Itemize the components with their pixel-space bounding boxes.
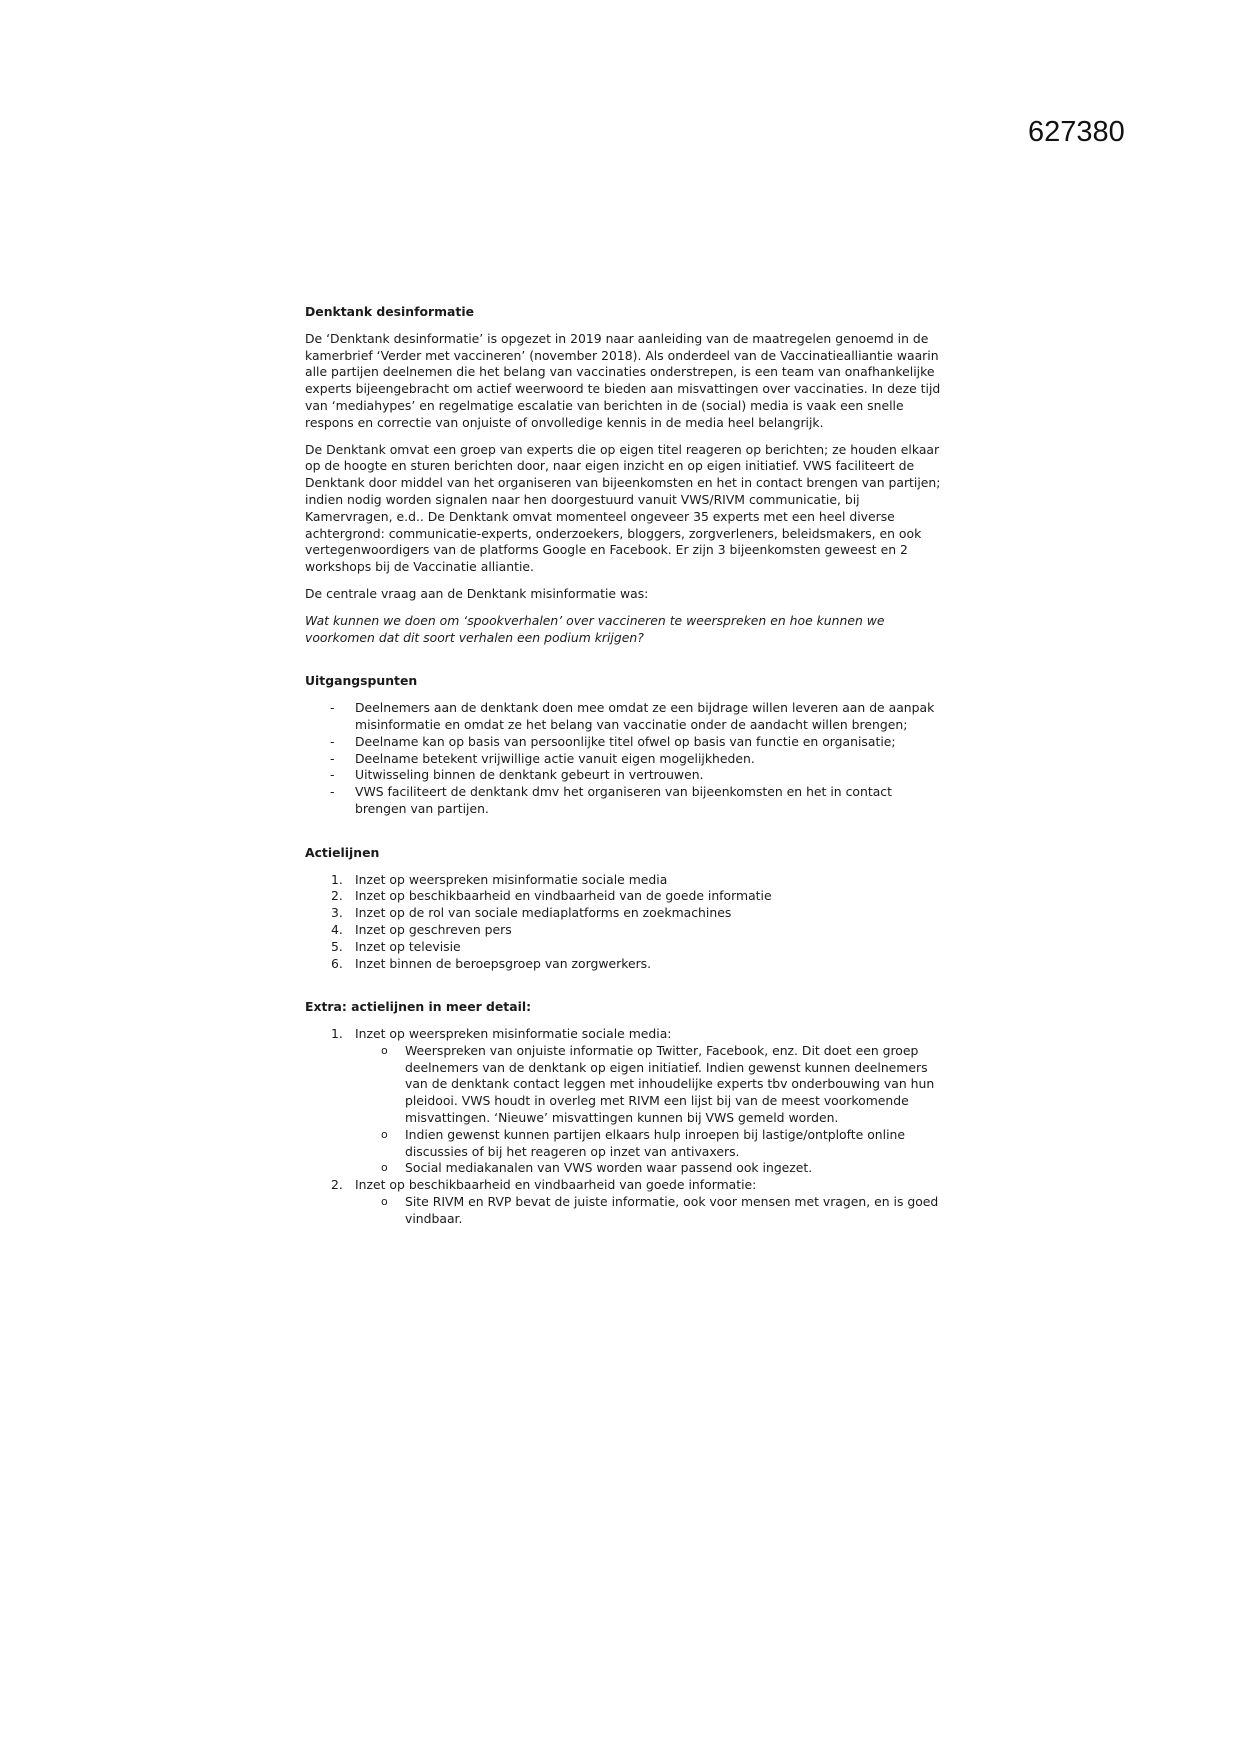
list-item-text: Uitwisseling binnen de denktank gebeurt in vertrouwen. — [355, 767, 704, 783]
list-item — [305, 888, 945, 905]
list-item — [305, 751, 945, 768]
dash-bullet: - — [330, 784, 335, 800]
list-item-text: Deelname kan op basis van persoonlijke titel ofwel op basis van functie en organisatie; — [355, 733, 896, 749]
list-item-text: Deelnemers aan de denktank doen mee omdat ze een bijdrage willen leveren aan de aanpak misinformatie en omdat ze het belang van vaccinatie onder de aandacht willen brengen; — [355, 700, 935, 732]
item-number: 5. — [331, 938, 343, 954]
list-item — [305, 1026, 945, 1177]
item-number: 3. — [331, 905, 343, 921]
dash-bullet: - — [330, 767, 335, 783]
sub-list — [355, 1194, 945, 1228]
list-item — [305, 767, 945, 784]
sub-item-text: Weerspreken van onjuiste informatie op Twitter, Facebook, enz. Dit doet een groep deelnemers van de denktank op eigen initiatief. Indien gewenst kunnen deelnemers van de denktank contact leggen met inhoudelijke experts tbv onderbouwing van hun pleidooi. VWS houdt in overleg met RIVM een lijst bij van de meest voorkomende misvattingen. ‘Nieuwe’ misvattingen kunnen bij VWS gemeld worden. — [405, 1042, 935, 1126]
list-item — [305, 905, 945, 922]
intro-paragraph-1: De ‘Denktank desinformatie’ is opgezet in 2019 naar aanleiding van de maatregelen genoemd in de kamerbrief ‘Verder met vaccineren’ (november 2018). Als onderdeel van de Vaccinatiealliantie waarin alle partijen deelnemen die het belang van vaccinaties onderstrepen, is een team van onafhankelijke experts bijeengebracht om actief weerwoord te bieden aan misvattingen over vaccinaties. In deze tijd van ‘mediahypes’ en regelmatige escalatie van berichten in de (social) media is vaak een snelle respons en correctie van onjuiste of onvolledige kennis in de media heel belangrijk. — [305, 330, 941, 430]
section-heading-extra: Extra: actielijnen in meer detail: — [305, 999, 532, 1015]
sub-list-item — [355, 1127, 945, 1161]
sub-item-text: Social mediakanalen van VWS worden waar passend ook ingezet. — [405, 1160, 813, 1176]
circle-bullet: o — [381, 1161, 388, 1175]
list-item — [305, 922, 945, 939]
list-item-text: Inzet op televisie — [355, 938, 461, 954]
list-item-text: VWS faciliteert de denktank dmv het organiseren van bijeenkomsten en het in contact brengen van partijen. — [355, 784, 892, 816]
list-item-text: Inzet op geschreven pers — [355, 921, 512, 937]
sub-list — [355, 1043, 945, 1177]
item-number: 1. — [331, 871, 343, 887]
intro-paragraph-2: De Denktank omvat een groep van experts die op eigen titel reageren op berichten; ze houden elkaar op de hoogte en sturen berichten door, naar eigen inzicht en op eigen initiatief. VWS faciliteert de Denktank door middel van het organiseren van bijeenkomsten en het in contact brengen van partijen; indien nodig worden signalen naar hen doorgestuurd vanuit VWS/RIVM communicatie, bij Kamervragen, e.d.. De Denktank omvat momenteel ongeveer 35 experts met een heel diverse achtergrond: communicatie-experts, onderzoekers, bloggers, zorgverleners, beleidsmakers, en ook vertegenwoordigers van de platforms Google en Facebook. Er zijn 3 bijeenkomsten geweest en 2 workshops bij de Vaccinatie alliantie. — [305, 441, 941, 575]
circle-bullet: o — [381, 1043, 388, 1057]
list-item-text: Inzet op weerspreken misinformatie sociale media — [355, 871, 668, 887]
item-number: 6. — [331, 955, 343, 971]
list-item-text: Inzet op de rol van sociale mediaplatforms en zoekmachines — [355, 905, 732, 921]
item-number: 1. — [331, 1026, 343, 1042]
dash-bullet: - — [330, 733, 335, 749]
extra-detail-list — [305, 1026, 945, 1228]
uitgangspunten-list — [305, 700, 945, 818]
circle-bullet: o — [381, 1127, 388, 1141]
document-number: 627380 — [1028, 116, 1125, 148]
list-item — [305, 872, 945, 889]
list-item-text: Deelname betekent vrijwillige actie vanuit eigen mogelijkheden. — [355, 750, 755, 766]
sub-list-item — [355, 1160, 945, 1177]
dash-bullet: - — [330, 700, 335, 716]
item-number: 2. — [331, 1177, 343, 1193]
section-heading-uitgangspunten: Uitgangspunten — [305, 673, 418, 689]
list-item — [305, 734, 945, 751]
item-number: 4. — [331, 921, 343, 937]
list-item-text: Inzet op weerspreken misinformatie sociale media: — [355, 1026, 672, 1042]
sub-list-item — [355, 1043, 945, 1127]
list-item-text: Inzet binnen de beroepsgroep van zorgwerkers. — [355, 955, 652, 971]
list-item — [305, 1177, 945, 1227]
intro-paragraph-3: De centrale vraag aan de Denktank misinformatie was: — [305, 585, 649, 601]
section-heading-denktank: Denktank desinformatie — [305, 304, 474, 319]
section-heading-actielijnen: Actielijnen — [305, 844, 380, 860]
item-number: 2. — [331, 888, 343, 904]
dash-bullet: - — [330, 750, 335, 766]
sub-item-text: Site RIVM en RVP bevat de juiste informatie, ook voor mensen met vragen, en is goed vindbaar. — [405, 1194, 939, 1226]
sub-item-text: Indien gewenst kunnen partijen elkaars hulp inroepen bij lastige/ontplofte online discussies of bij het reageren op inzet van antivaxers. — [405, 1126, 905, 1159]
list-item — [305, 956, 945, 973]
list-item — [305, 939, 945, 956]
actielijnen-list — [305, 872, 945, 973]
document-body — [305, 304, 945, 1228]
sub-list-item — [355, 1194, 945, 1228]
list-item — [305, 784, 945, 818]
list-item — [305, 700, 945, 734]
central-question: Wat kunnen we doen om ‘spookverhalen’ over vaccineren te weerspreken en hoe kunnen we voorkomen dat dit soort verhalen een podium krijgen? — [305, 612, 885, 645]
list-item-text: Inzet op beschikbaarheid en vindbaarheid van goede informatie: — [355, 1177, 757, 1193]
circle-bullet: o — [381, 1195, 388, 1209]
list-item-text: Inzet op beschikbaarheid en vindbaarheid van de goede informatie — [355, 888, 772, 904]
